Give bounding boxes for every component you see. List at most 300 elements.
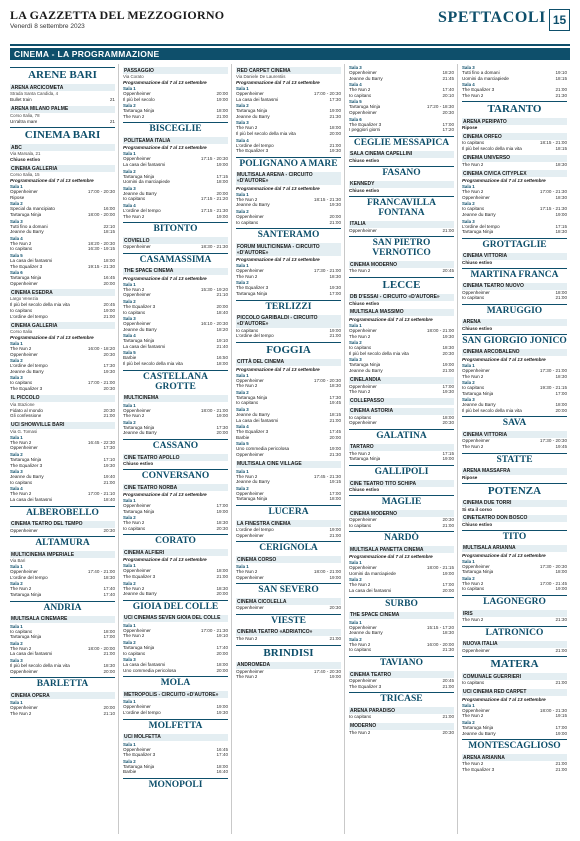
film-title: Io capitano <box>462 586 485 592</box>
screen-label: Sala 1 <box>123 281 136 287</box>
film-title: Tutti fino a domani <box>462 70 500 75</box>
screening-row <box>236 114 341 120</box>
screening-row <box>123 574 228 580</box>
cinema-name: LA FINESTRA CINEMA <box>236 520 341 527</box>
film-title: L'ordine del tempo <box>123 207 161 213</box>
film-title: Tartaruga Ninja <box>123 108 155 114</box>
cinema-name: CINEMA ASTORIA <box>349 408 454 415</box>
cinema-name: CINEMA GALLERIA <box>10 322 115 329</box>
showtimes: 20:00 <box>103 705 115 711</box>
showtimes: 20:30 <box>442 109 454 115</box>
showtimes: 16:00 - 18:20 <box>87 346 115 352</box>
cinema-name: UCI SHOWVILLE BARI <box>10 422 115 429</box>
screen-label: Sala 5 <box>123 350 136 356</box>
showtimes: 17:00 <box>442 121 454 127</box>
showtimes: 18:15 <box>329 412 341 418</box>
film-title: The Nun 2 <box>462 713 484 719</box>
screening-row <box>349 588 454 594</box>
showtimes: 18:30 <box>442 630 454 636</box>
city-heading: CEGLIE MESSAPICA <box>349 136 454 148</box>
screen-label: Sala 1 <box>123 86 136 91</box>
city-heading: CERIGNOLA <box>236 541 341 553</box>
screening-row <box>236 220 341 226</box>
programme-period: Programmazione dal 7 al 13 settembre <box>123 80 207 85</box>
film-title: Special da mancipiato <box>10 206 55 212</box>
screening-row <box>123 214 228 220</box>
screening-row <box>462 76 567 82</box>
showtimes: 16:30 - 19:15 <box>87 246 115 252</box>
film-title: Tartaruga Ninja <box>123 763 155 769</box>
showtimes: 18:30 <box>329 383 341 389</box>
film-title: Tartaruga Ninja <box>123 338 155 344</box>
cinema-name: NUOVA ITALIA <box>462 641 567 648</box>
screening-row <box>123 97 228 103</box>
screen-label: Sala 3 <box>349 357 362 363</box>
showtimes: 20:00 <box>103 280 115 286</box>
film-title: Oppenheimer <box>349 565 377 571</box>
showtimes: 20:30 <box>103 527 115 533</box>
showtimes: 19:30 <box>216 709 228 715</box>
film-title: Io capitano <box>236 327 259 333</box>
film-title: Oppenheimer <box>123 292 151 298</box>
showtimes: 18:30 <box>555 194 567 200</box>
screen-label: Sala 1 <box>10 184 23 190</box>
screen-label: Sala 3 <box>462 65 475 70</box>
showtimes: 20:00 <box>329 130 341 136</box>
showtimes: 18:40 <box>103 497 115 502</box>
showtimes: 21:00 <box>555 295 567 301</box>
screen-label: Sala 1 <box>236 263 249 269</box>
screening-row <box>123 344 228 350</box>
showtimes: 17:00 <box>103 634 115 640</box>
programme-period: Programmazione dal 7 al 13 settembre <box>462 696 546 702</box>
showtimes: 15:30 - 19:20 <box>200 286 228 292</box>
showtimes: 19:15 <box>555 713 567 719</box>
cinema-name: CINEMA ALFIERI <box>123 549 228 556</box>
film-title: The Equalizer 3 <box>123 303 156 309</box>
screen-label: Sala 1 <box>462 558 475 564</box>
cinema-name: COVIELLO <box>123 237 228 244</box>
showtimes: 17:30 <box>329 394 341 400</box>
screen-label: Sala 4 <box>10 235 23 241</box>
film-title: Tartaruga Ninja <box>462 725 494 730</box>
cinema-name: PASSAGGIO <box>123 67 228 74</box>
screening-row <box>236 479 341 485</box>
showtimes: 19:30 <box>329 148 341 154</box>
showtimes: 18:00 <box>329 125 341 131</box>
programme-period: Programmazione dal 7 al 13 settembre <box>123 557 207 563</box>
cinema-name: FORUM MULTICINEMA - CIRCUITO «D'AUTORE» <box>236 243 341 256</box>
city-heading: GROTTAGLIE <box>462 238 567 250</box>
film-title: Barbie <box>236 434 250 440</box>
screening-row <box>123 327 228 333</box>
showtimes: 16:00 - 20:00 <box>426 641 454 647</box>
section-title: SPETTACOLI <box>438 9 546 26</box>
showtimes: 19:45 <box>329 400 341 406</box>
screen-label: Sala 1 <box>236 191 249 197</box>
showtimes: 18:30 <box>442 345 454 351</box>
screening-row <box>462 408 567 414</box>
city-heading: BRINDISI <box>236 645 341 659</box>
listings-column <box>123 64 232 834</box>
showtimes: 19:00 <box>216 161 228 167</box>
film-title: La casa dei fantasmi <box>123 161 166 167</box>
showtimes: 19:00 <box>555 586 567 592</box>
showtimes: 21:30 <box>442 647 454 653</box>
showtimes: 18:00 - 21:00 <box>200 407 228 413</box>
screen-label: Sala 3 <box>462 218 475 224</box>
screening-row <box>123 710 228 716</box>
film-title: L'ordine del tempo <box>236 333 274 339</box>
film-title: The Nun 2 <box>123 286 145 292</box>
city-heading: BARLETTA <box>10 677 115 689</box>
cinema-name: CINEMA MODERNO <box>349 510 454 517</box>
screening-row <box>349 389 454 395</box>
film-title: The Nun 2 <box>10 586 32 592</box>
film-title: Oppenheimer <box>10 445 38 451</box>
showtimes: 18:00 <box>555 569 567 575</box>
showtimes: 18:30 <box>103 574 115 580</box>
film-title: Jeanne du Barry <box>123 190 157 196</box>
film-title: L'ordine del tempo <box>10 574 48 580</box>
showtimes: 19:30 <box>329 202 341 208</box>
screen-label: Sala 3 <box>123 185 136 191</box>
screening-row <box>123 591 228 597</box>
screen-label: Sala 1 <box>123 402 136 408</box>
film-title: The Equalizer 3 <box>462 87 495 93</box>
showtimes: 21:00 <box>103 313 115 319</box>
cinema-name: ARENA ARCICOMETA <box>10 84 115 91</box>
screen-label: Sala 2 <box>236 485 249 491</box>
cinema-name: CINEMA OPERA <box>10 692 115 699</box>
section-banner: CINEMA - LA PROGRAMMAZIONE <box>10 48 570 60</box>
showtimes: 21:00 <box>555 761 567 767</box>
film-title: La casa dei fantasmi <box>349 588 392 594</box>
screening-row <box>10 711 115 717</box>
screen-label: Sala 3 <box>10 375 23 381</box>
showtimes: 20:30 <box>442 350 454 356</box>
cinema-name: CINE TEATRO TITO SCHIPA <box>349 480 454 487</box>
film-title: Jeanne du Barry <box>236 412 270 418</box>
city-heading: VIESTE <box>236 614 341 626</box>
showtimes: 21:10 <box>103 710 115 716</box>
film-title: Io capitano <box>462 680 485 686</box>
film-title: The Equalizer 3 <box>123 574 156 579</box>
film-title: The Nun 2 <box>123 520 145 526</box>
closure-note: Chiuso estivo <box>123 461 154 467</box>
cinema-name: ARENA MASSAFRA <box>462 468 567 475</box>
screen-label: Sala 3 <box>10 657 23 663</box>
screen-label: Sala 1 <box>462 702 475 708</box>
film-title: The Nun 2 <box>462 580 484 586</box>
showtimes: 21:00 <box>329 635 341 641</box>
screen-label: Sala 2 <box>236 389 249 395</box>
film-title: Io capitano <box>123 525 146 531</box>
screening-row <box>123 430 228 436</box>
film-title: Io capitano <box>349 345 372 351</box>
cinema-name: CINEMA MODERNO <box>349 261 454 268</box>
showtimes: 20:30 <box>442 729 454 735</box>
cinema-name: METROPOLIS - CIRCUITO «D'AUTORE» <box>123 691 228 698</box>
screening-row <box>236 333 341 339</box>
film-title: Oppenheimer <box>462 367 490 373</box>
showtimes: 19:00 <box>329 527 341 532</box>
masthead-rule <box>10 44 570 46</box>
showtimes: 18:30 <box>555 229 567 235</box>
programme-period: Programmazione dal 7 al 13 settembre <box>123 492 207 498</box>
screening-row <box>123 361 228 367</box>
screen-label: Sala 1 <box>10 434 23 440</box>
screening-row <box>462 93 567 99</box>
showtimes: 21:00 <box>442 227 454 233</box>
screen-label: Sala 1 <box>349 560 362 566</box>
film-title: Oppenheimer <box>349 109 377 115</box>
film-title: Oppenheimer <box>462 647 490 653</box>
film-title: Tartaruga Ninja <box>349 362 381 368</box>
screening-row <box>10 669 115 675</box>
screen-label: Sala 1 <box>462 362 475 368</box>
closure-note: Chiuso estivo <box>349 487 380 493</box>
showtimes: 19:00 <box>442 456 454 462</box>
city-heading: TARANTO <box>462 101 567 115</box>
cinema-name: CINEMA ESEDRA <box>10 289 115 296</box>
screen-label: Sala 4 <box>236 137 249 143</box>
city-heading: LECCE <box>349 277 454 291</box>
showtimes: 20:45 <box>442 678 454 683</box>
showtimes: 21:00 <box>103 479 115 485</box>
film-title: Oppenheimer <box>123 627 151 633</box>
cinema-name: CINEMA VITTORIA <box>462 253 567 260</box>
film-title: The Nun 2 <box>462 761 484 767</box>
page-number: 15 <box>549 9 570 31</box>
screening-row <box>123 244 228 250</box>
cinema-name: CINEMA GALLERIA <box>10 165 115 172</box>
listings-columns <box>10 64 570 834</box>
film-title: Oppenheimer <box>10 569 38 575</box>
screen-label: Sala 3 <box>123 316 136 322</box>
showtimes: 18:00 - 21:00 <box>313 569 341 575</box>
film-title: Fidato al mondo <box>10 407 43 413</box>
showtimes: 18:15 - 21:30 <box>313 196 341 202</box>
cinema-name: MODERNO <box>349 723 454 730</box>
showtimes: 19:30 <box>442 389 454 395</box>
city-heading: TITO <box>462 530 567 542</box>
screen-label: Sala 1 <box>236 86 249 91</box>
showtimes: 18:30 <box>216 585 228 591</box>
screening-row <box>123 196 228 202</box>
showtimes: 17:30 - 21:00 <box>313 268 341 274</box>
screen-label: Sala 2 <box>123 168 136 174</box>
closure-note: Chiuso estivo <box>462 259 493 265</box>
showtimes: 17:00 <box>442 383 454 389</box>
cinema-address: Corso Italia, 15 <box>10 172 40 178</box>
showtimes: 21:00 <box>442 683 454 689</box>
screening-row <box>462 391 567 397</box>
cinema-name: SALA CINEMA CAPELLINI <box>349 151 454 158</box>
film-title: The Nun 2 <box>349 87 371 93</box>
film-title: Oppenheimer <box>236 377 264 383</box>
film-title: Io capitano <box>349 414 372 420</box>
film-title: Uomini da marciapiede <box>462 75 509 81</box>
film-title: Il più bel secolo della mia vita <box>236 130 296 136</box>
film-title: Io capitano <box>10 246 33 252</box>
film-title: Oppenheimer <box>236 213 264 219</box>
screen-label: Sala 2 <box>10 640 23 646</box>
showtimes: 16:40 <box>216 769 228 775</box>
film-title: Io capitano <box>10 307 33 313</box>
showtimes: 20:45 <box>103 302 115 308</box>
showtimes: 19:30 <box>103 368 115 374</box>
showtimes: 18:00 - 20:00 <box>87 645 115 651</box>
film-title: Il più bel secolo della mia vita <box>10 302 70 308</box>
showtimes: 21:00 <box>329 333 341 339</box>
showtimes: 17:40 <box>103 586 115 592</box>
showtimes: 22:10 <box>103 223 115 229</box>
showtimes: 17:00 <box>216 503 228 509</box>
screen-label: Sala 2 <box>10 452 23 458</box>
film-title: Oppenheimer <box>10 668 38 674</box>
city-heading: FOGGIA <box>236 342 341 356</box>
film-title: Io capitano <box>10 380 33 386</box>
city-heading: NARDÒ <box>349 531 454 543</box>
showtimes: 18:00 <box>442 414 454 420</box>
screen-label: Sala 4 <box>123 202 136 208</box>
film-title: The Equalizer 3 <box>10 263 43 269</box>
cinema-address: Via Bari <box>10 558 26 564</box>
cinema-name: MULTISALA ARENA - CIRCUITO «D'AUTORE» <box>236 172 341 185</box>
showtimes: 16:10 - 20:30 <box>200 321 228 327</box>
cinema-name: POLITEAMA ITALIA <box>123 137 228 144</box>
screen-label: Sala 2 <box>123 419 136 425</box>
screen-label: Sala 2 <box>349 636 362 642</box>
city-heading: FRANCAVILLA FONTANA <box>349 196 454 218</box>
film-title: Io capitano <box>236 219 259 225</box>
showtimes: 18:20 - 20:30 <box>87 240 115 246</box>
showtimes: 19:00 <box>329 574 341 580</box>
showtimes: 18:00 - 21:15 <box>426 565 454 571</box>
film-title: The Nun 2 <box>349 641 371 647</box>
cinema-name: UCI CINEMA RED CARPET <box>462 689 567 696</box>
cinema-name: CINELANDIA <box>349 377 454 384</box>
screening-row <box>236 533 341 539</box>
cinema-name: MULTISALA MASSIMO <box>349 309 454 316</box>
showtimes: 21:00 <box>103 413 115 419</box>
closure-note: Chiuso estivo <box>349 157 380 163</box>
showtimes: 17:15 - 21:20 <box>200 196 228 202</box>
film-title: The Nun 2 <box>123 113 145 119</box>
screen-label: Sala 3 <box>10 218 23 224</box>
screening-row <box>123 292 228 298</box>
showtimes: 20:00 <box>216 190 228 196</box>
film-title: Oppenheimer <box>123 503 151 509</box>
city-heading: TAVIANO <box>349 656 454 668</box>
cinema-name: CINETEATRO DON BOSCO <box>462 515 567 522</box>
showtimes: 19:10 <box>216 338 228 344</box>
screening-row <box>10 445 115 451</box>
film-title: L'ordine del tempo <box>236 142 274 148</box>
screen-label: Sala 2 <box>10 201 23 207</box>
film-title: The Nun 2 <box>349 268 371 274</box>
film-title: Oppenheimer <box>236 490 264 496</box>
showtimes: 18:00 <box>216 179 228 185</box>
film-title: Tartaruga Ninja <box>236 108 268 114</box>
cinema-name: ARENA PARADISO <box>349 707 454 714</box>
showtimes: 21:00 <box>216 113 228 119</box>
showtimes: 17:45 <box>329 429 341 435</box>
film-title: La casa dei fantasmi <box>10 497 53 502</box>
screening-row <box>462 731 567 737</box>
screening-row <box>123 509 228 515</box>
screen-label: Sala 1 <box>349 322 362 328</box>
city-heading: LATRONICO <box>462 626 567 638</box>
showtimes: 19:30 <box>329 285 341 291</box>
screening-row <box>462 195 567 201</box>
showtimes: 18:30 <box>555 161 567 167</box>
film-title: The Nun 2 <box>10 439 32 445</box>
film-title: The Nun 2 <box>236 635 258 641</box>
showtimes: 21:00 <box>329 417 341 423</box>
film-title: The Nun 2 <box>462 617 484 623</box>
film-title: Tartaruga Ninja <box>462 569 494 575</box>
screen-label: Sala 4 <box>236 424 249 430</box>
screening-row <box>10 480 115 486</box>
showtimes: 19:45 <box>555 444 567 450</box>
cinema-name: KENNEDY <box>349 181 454 188</box>
listings-column <box>462 64 570 834</box>
film-title: Io capitano <box>123 309 146 315</box>
showtimes: 19:00 <box>216 508 228 514</box>
film-title: Io capitano <box>10 479 33 485</box>
film-title: The Nun 2 <box>10 645 32 651</box>
showtimes: 21:00 <box>329 142 341 148</box>
film-title: Tartaruga Ninja <box>10 591 42 597</box>
film-title: Oppenheimer <box>236 668 264 674</box>
showtimes: 20:30 <box>103 386 115 392</box>
screening-row <box>236 496 341 502</box>
screening-row <box>236 674 341 680</box>
showtimes: 17:45 - 21:30 <box>313 473 341 479</box>
film-title: L'ordine del tempo <box>462 223 500 229</box>
city-heading: CASSANO <box>123 439 228 451</box>
film-title: Jeanne du Barry <box>236 113 270 119</box>
film-title: Oppenheimer <box>462 707 490 713</box>
showtimes: 17:00 <box>555 390 567 396</box>
screen-label: Sala 2 <box>349 340 362 346</box>
film-title: Tartaruga Ninja <box>123 424 155 430</box>
film-title: Barbie <box>123 355 137 361</box>
city-heading: TRICASE <box>349 692 454 704</box>
screening-row <box>10 651 115 657</box>
screening-row <box>10 413 115 419</box>
film-title: Jeanne du Barry <box>123 591 157 597</box>
screening-row <box>236 636 341 642</box>
closure-note: Ripose <box>462 474 478 480</box>
film-title: Il più bel secolo della mia vita <box>349 350 409 356</box>
screening-row <box>123 162 228 168</box>
showtimes: 21:00 <box>555 87 567 93</box>
showtimes: 17:20 - 18:30 <box>426 104 454 110</box>
showtimes: 17:00 - 21:00 <box>87 380 115 386</box>
showtimes: 18:30 <box>216 520 228 526</box>
cinema-address: Via Corato <box>123 74 144 79</box>
cinema-address: Via Marsala, 21 <box>10 151 41 157</box>
showtimes: 18:40 <box>216 309 228 315</box>
film-title: Tartaruga Ninja <box>462 390 494 396</box>
screening-row <box>349 268 454 274</box>
screening-row <box>123 668 228 674</box>
screening-row <box>236 400 341 406</box>
film-title: The Nun 2 <box>236 125 258 131</box>
